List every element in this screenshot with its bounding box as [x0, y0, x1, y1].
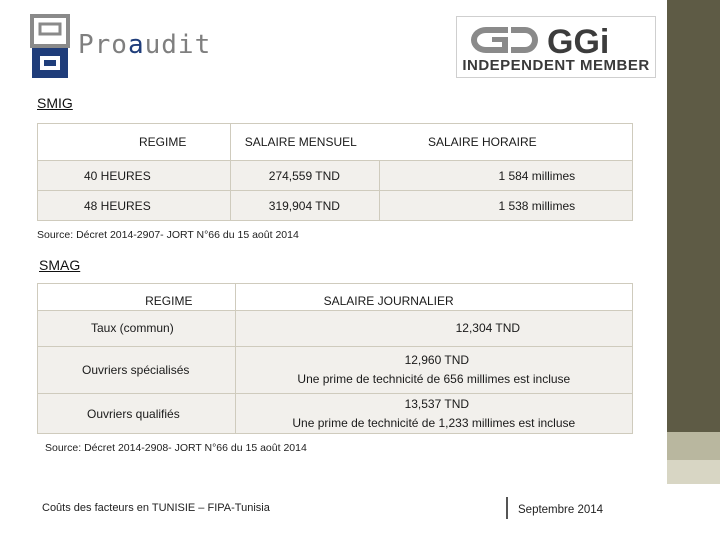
table-row	[38, 394, 633, 434]
smig-table	[37, 123, 633, 221]
page-number: 3	[692, 505, 700, 520]
smag-source: Source: Décret 2014-2908- JORT N°66 du 15 août 2014	[45, 442, 307, 454]
ggi-mark-text: GGi	[547, 23, 610, 57]
smag-row3-regime: Ouvriers qualifiés	[38, 394, 236, 434]
footer-title: Coûts des facteurs en TUNISIE – FIPA-Tunisia	[42, 502, 270, 514]
smig-row1-horaire: 1 584 millimes	[380, 161, 633, 191]
footer-divider	[506, 497, 508, 519]
smag-header-journalier: SALAIRE JOURNALIER	[235, 284, 632, 311]
side-decoration-bar	[667, 0, 720, 432]
table-row	[38, 191, 633, 221]
smag-row1-journalier: 12,304 TND	[235, 311, 632, 347]
smig-row2-mensuel: 319,904 TND	[230, 191, 380, 221]
smag-row2-journalier	[235, 347, 632, 394]
logo-text-a: a	[127, 30, 145, 60]
ggi-mark-icon	[465, 23, 649, 57]
smig-header-row	[38, 124, 633, 161]
smag-row2-note: Une prime de technicité de 656 millimes est incluse	[297, 372, 571, 386]
logo-text-udit: udit	[144, 30, 212, 60]
smig-row1-regime: 40 HEURES	[38, 161, 231, 191]
proaudit-logo-icon	[30, 14, 70, 80]
ggi-logo	[456, 16, 656, 78]
table-row	[38, 161, 633, 191]
smig-header-mensuel: SALAIRE MENSUEL	[230, 124, 380, 161]
smag-table	[37, 283, 633, 434]
smig-title: SMIG	[37, 95, 73, 111]
smig-source: Source: Décret 2014-2907- JORT N°66 du 15 août 2014	[37, 229, 299, 241]
smag-row2-regime: Ouvriers spécialisés	[38, 347, 236, 394]
smag-row3-journalier	[235, 394, 632, 434]
smag-title: SMAG	[39, 257, 81, 273]
side-decoration-band	[667, 432, 720, 460]
smig-row2-regime: 48 HEURES	[38, 191, 231, 221]
side-decoration-band-light	[667, 460, 720, 484]
smag-row1-regime: Taux (commun)	[38, 311, 236, 347]
smag-row3-note: Une prime de technicité de 1,233 millimes est incluse	[292, 415, 576, 430]
table-row	[38, 347, 633, 394]
proaudit-logo-text	[78, 30, 211, 60]
ggi-independent-member: INDEPENDENT MEMBER	[462, 57, 650, 74]
smig-header-horaire: SALAIRE HORAIRE	[380, 124, 633, 161]
smag-row3-amount: 13,537 TND	[404, 396, 470, 411]
smag-header-regime: REGIME	[38, 284, 236, 311]
logo-text-pro: Pro	[78, 30, 128, 60]
smag-row2-amount: 12,960 TND	[404, 353, 470, 367]
smig-header-regime: REGIME	[38, 124, 231, 161]
smig-row2-horaire: 1 538 millimes	[380, 191, 633, 221]
smig-row1-mensuel: 274,559 TND	[230, 161, 380, 191]
smag-header-row	[38, 284, 633, 311]
table-row	[38, 311, 633, 347]
footer-date: Septembre 2014	[518, 504, 604, 516]
